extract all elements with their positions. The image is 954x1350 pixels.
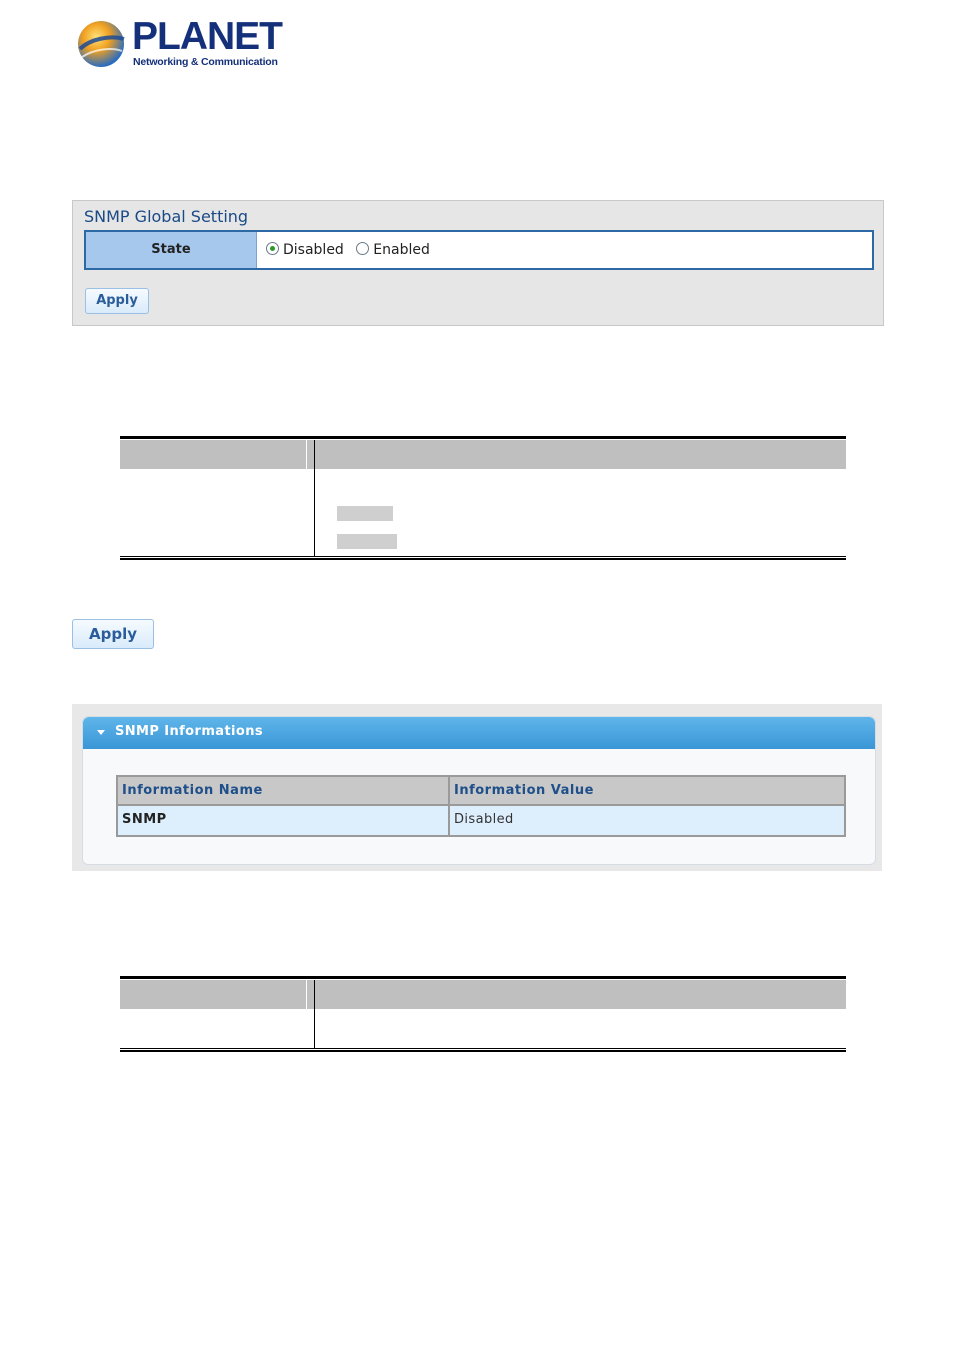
column-divider bbox=[314, 469, 315, 557]
panel-header[interactable] bbox=[83, 717, 875, 749]
collapse-arrow-icon[interactable] bbox=[97, 730, 105, 735]
table-bottom-rule bbox=[120, 1048, 846, 1052]
option-label: Enabled bbox=[373, 242, 430, 258]
state-label: State bbox=[86, 232, 257, 268]
option-label: Disabled bbox=[283, 242, 344, 258]
table-top-rule bbox=[120, 436, 846, 439]
redacted-text bbox=[337, 534, 397, 549]
state-row bbox=[84, 230, 874, 270]
apply-button-large[interactable]: Apply bbox=[72, 619, 154, 649]
state-option-enabled[interactable] bbox=[356, 242, 430, 258]
header-cell-object bbox=[120, 980, 307, 1009]
header-divider bbox=[314, 980, 315, 1009]
description-table bbox=[120, 436, 846, 562]
table-header-row bbox=[120, 440, 846, 469]
information-value-cell: Disabled bbox=[454, 812, 514, 827]
table-top-rule bbox=[120, 976, 846, 979]
column-divider bbox=[314, 1009, 315, 1049]
header-cell-object bbox=[120, 440, 307, 469]
table-row bbox=[118, 806, 844, 835]
informations-box bbox=[82, 716, 876, 865]
table-header-row bbox=[120, 980, 846, 1009]
table-bottom-rule bbox=[120, 556, 846, 560]
table-header-row bbox=[118, 777, 844, 806]
logo-wordmark: PLANET bbox=[132, 15, 282, 58]
panel-title: SNMP Global Setting bbox=[84, 207, 249, 226]
planet-logo bbox=[76, 15, 282, 75]
snmp-informations-panel bbox=[72, 704, 882, 871]
snmp-global-setting-panel bbox=[72, 200, 884, 326]
radio-unselected-icon[interactable] bbox=[356, 242, 369, 255]
redacted-text bbox=[337, 506, 393, 521]
column-header: Information Name bbox=[118, 777, 450, 804]
information-name-cell: SNMP bbox=[118, 806, 450, 835]
column-header: Information Value bbox=[454, 783, 594, 798]
globe-icon bbox=[76, 19, 126, 69]
apply-button[interactable]: Apply bbox=[85, 288, 149, 314]
logo-tagline: Networking & Communication bbox=[133, 56, 278, 68]
radio-selected-icon[interactable] bbox=[266, 242, 279, 255]
state-options bbox=[266, 232, 438, 268]
panel-header-title: SNMP Informations bbox=[115, 724, 264, 739]
information-table bbox=[116, 775, 846, 837]
header-divider bbox=[314, 440, 315, 469]
description-table bbox=[120, 976, 846, 1054]
state-option-disabled[interactable] bbox=[266, 242, 348, 258]
